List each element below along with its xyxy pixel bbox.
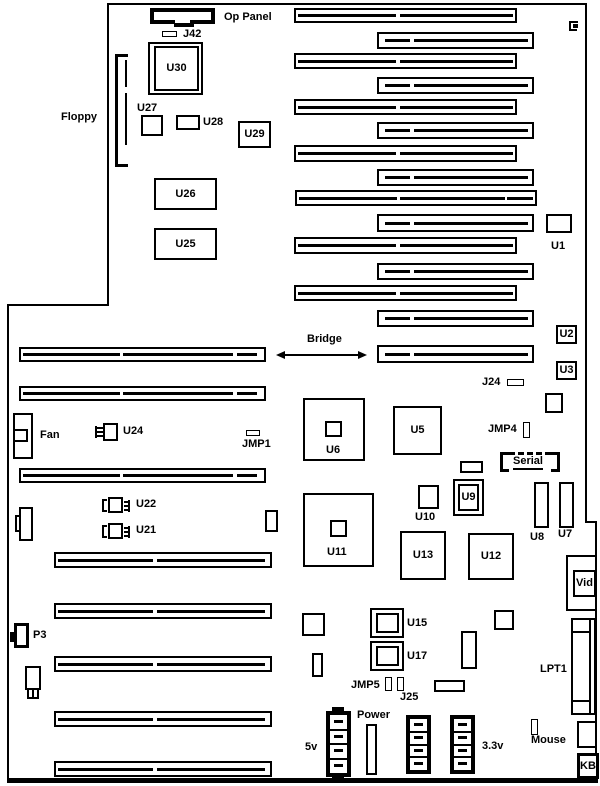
- u8-label: U8: [530, 531, 545, 543]
- u11-die: [330, 520, 347, 537]
- power-5v-pin-1: [334, 720, 343, 723]
- floppy-conn-bottom: [115, 164, 128, 167]
- right-long-slot-5-contact-1: [298, 244, 396, 247]
- right-short-slot-3-contact-2: [414, 129, 528, 132]
- p3-body: [14, 623, 29, 648]
- power-33v-1-pin-4: [414, 762, 423, 765]
- floppy-conn-left: [115, 54, 118, 167]
- serial-bracket-right-bottom: [551, 469, 560, 472]
- power-5v-separator-2: [330, 743, 347, 745]
- chip-mid-3: [461, 631, 477, 669]
- right-wide-slot-contact-1: [299, 197, 397, 200]
- u6-die: [325, 421, 342, 437]
- power-33v-2-separator-3: [454, 756, 471, 758]
- u21-pin-rail: [128, 526, 130, 538]
- u17-label: U17: [407, 650, 428, 662]
- right-long-slot-3-contact-1: [298, 106, 396, 109]
- u15-inner: [376, 613, 399, 633]
- u2-label: U2: [559, 328, 574, 340]
- u2: [556, 325, 577, 344]
- p3-label: P3: [33, 629, 47, 641]
- u29: [238, 121, 271, 148]
- bridge-arrow-shaft: [284, 354, 359, 356]
- power-33v-1-pin-1: [414, 723, 423, 726]
- mouse-label: Mouse: [531, 734, 566, 746]
- right-short-slot-3: [377, 122, 534, 139]
- bridge-label: Bridge: [307, 333, 342, 345]
- right-short-slot-4-contact-2: [414, 176, 528, 179]
- left-slot-6-contact-2: [157, 663, 265, 666]
- right-short-slot-1-contact-1: [385, 39, 410, 42]
- u5: [393, 406, 442, 455]
- u25-label: U25: [175, 237, 196, 250]
- board-right-edge-upper: [585, 3, 587, 523]
- left-slot-2-contact-1: [23, 392, 120, 395]
- right-wide-slot-contact-2: [400, 197, 505, 200]
- lpt1-divider-bottom: [573, 700, 591, 702]
- j24-conn: [507, 379, 524, 386]
- u13: [400, 531, 446, 580]
- right-short-slot-6-contact-1: [385, 270, 410, 273]
- left-slot-1-contact-2: [123, 353, 233, 356]
- power-5v-tab-bottom: [332, 776, 344, 781]
- right-long-slot-4-contact-1: [298, 152, 396, 155]
- u29-label: U29: [244, 128, 265, 140]
- left-slot-6-contact-1: [58, 663, 153, 666]
- right-short-slot-4-contact-1: [385, 176, 410, 179]
- right-long-slot-2: [294, 53, 517, 69]
- jmp5-label: JMP5: [351, 679, 380, 691]
- j24-label: J24: [482, 376, 501, 388]
- u8-chip: [534, 482, 549, 528]
- right-short-slot-2: [377, 77, 534, 94]
- u26-label: U26: [175, 187, 196, 200]
- left-slot-5-contact-1: [58, 610, 153, 613]
- right-long-slot-1-contact-2: [400, 14, 513, 17]
- right-short-slot-6-contact-2: [414, 270, 528, 273]
- right-short-slot-8: [377, 345, 534, 363]
- u24-chip: [103, 423, 118, 441]
- u21-chip: [108, 523, 123, 539]
- board-left-edge-lower: [7, 304, 9, 780]
- u15-label: U15: [407, 617, 428, 629]
- power-33v-2-separator-2: [454, 744, 471, 746]
- power-33v-2-pin-2: [458, 736, 467, 739]
- right-long-slot-4: [294, 145, 517, 162]
- u22-chip: [108, 497, 123, 513]
- right-short-slot-3-contact-1: [385, 129, 410, 132]
- left-slot-4-contact-1: [58, 559, 153, 562]
- u3-label: U3: [559, 364, 574, 376]
- transistor-body: [25, 666, 41, 690]
- left-slot-3-contact-1: [23, 474, 120, 477]
- corner-glyph-foot: [571, 29, 577, 31]
- left-slot-2: [19, 386, 266, 401]
- fan-tab: [13, 429, 28, 442]
- fan-label: Fan: [40, 429, 60, 441]
- u27-label: U27: [137, 102, 158, 114]
- board-bottom-edge: [7, 778, 598, 783]
- power-33v-1-separator-2: [410, 744, 427, 746]
- bridge-arrow-head-right: [358, 351, 367, 359]
- kb-port: [577, 753, 599, 779]
- right-long-slot-2-contact-2: [400, 60, 513, 63]
- left-slot-2-contact-2: [123, 392, 233, 395]
- j42-label: J42: [183, 28, 202, 40]
- u10-chip: [418, 485, 439, 509]
- floppy-conn-right-2: [125, 93, 127, 145]
- mouse-port: [577, 721, 597, 748]
- serial-port-label: Serial: [513, 456, 543, 470]
- power-33v-2-pin-1: [458, 723, 467, 726]
- left-slot-7-contact-1: [58, 718, 153, 721]
- transistor-base: [27, 697, 39, 699]
- chip-mid-4: [434, 680, 465, 692]
- u21-label: U21: [136, 524, 157, 536]
- right-short-slot-8-contact-2: [414, 353, 528, 356]
- u6-label: U6: [326, 444, 341, 456]
- left-slot-1-contact-3: [237, 353, 257, 356]
- u11-label: U11: [327, 546, 347, 558]
- jmp1-conn: [246, 430, 260, 436]
- u22-label: U22: [136, 498, 157, 510]
- u30-label: U30: [166, 62, 187, 74]
- u3: [556, 361, 577, 380]
- power-5v-separator-3: [330, 758, 347, 760]
- mouse-conn: [531, 719, 538, 735]
- serial-bracket-left-bottom: [500, 469, 509, 472]
- power-5v-pin-4: [334, 764, 343, 767]
- right-long-slot-1-contact-1: [298, 14, 396, 17]
- right-short-slot-7-contact-2: [414, 317, 528, 320]
- corner-glyph-dot: [573, 24, 578, 28]
- j42-conn: [162, 31, 177, 37]
- floppy-conn-right-1: [125, 60, 127, 87]
- lpt1-divider-top: [573, 631, 591, 633]
- right-short-slot-5-contact-1: [385, 222, 410, 225]
- floppy-conn-top: [115, 54, 128, 57]
- jmp1-label: JMP1: [242, 438, 271, 450]
- right-short-slot-1-contact-2: [414, 39, 528, 42]
- vid-label: Vid: [576, 577, 593, 589]
- u5-label: U5: [410, 424, 425, 436]
- right-short-slot-1: [377, 32, 534, 49]
- right-long-slot-3: [294, 99, 517, 115]
- chip-upper-right: [545, 393, 563, 413]
- power-5v-pin-2: [334, 735, 343, 738]
- serial-bracket-left-top: [500, 452, 509, 455]
- left-slot-2-contact-3: [237, 392, 257, 395]
- u1-label: U1: [551, 240, 566, 252]
- board-left-edge-upper: [107, 3, 109, 306]
- left-slot-3-contact-3: [237, 474, 257, 477]
- right-short-slot-7-contact-1: [385, 317, 410, 320]
- left-slot-3: [19, 468, 266, 483]
- power-conn: [366, 724, 377, 775]
- right-wide-slot: [295, 190, 537, 206]
- right-long-slot-6: [294, 285, 517, 301]
- chip-mid-1: [302, 613, 325, 636]
- u9: [458, 484, 479, 511]
- u17-inner: [376, 646, 399, 666]
- u25: [154, 228, 217, 260]
- right-short-slot-2-contact-1: [385, 84, 410, 87]
- u26: [154, 178, 217, 210]
- right-short-slot-5: [377, 214, 534, 232]
- left-slot-5-contact-2: [157, 610, 265, 613]
- right-short-slot-6: [377, 263, 534, 280]
- right-short-slot-4: [377, 169, 534, 186]
- left-slot-1: [19, 347, 266, 362]
- chip-mid-5: [494, 610, 514, 630]
- left-slot-5: [54, 603, 272, 619]
- bridge-arrow-head-left: [276, 351, 285, 359]
- left-slot-4: [54, 552, 272, 568]
- jmp4-label: JMP4: [488, 423, 517, 435]
- left-slot-4-contact-2: [157, 559, 265, 562]
- op-panel-top: [150, 8, 215, 12]
- right-short-slot-2-contact-2: [414, 84, 528, 87]
- lpt1-label: LPT1: [540, 663, 567, 675]
- power-33v-1-separator-1: [410, 731, 427, 733]
- j25-label: J25: [400, 691, 419, 703]
- left-slot-8-contact-1: [58, 768, 153, 771]
- op-panel-bottom-left: [150, 20, 175, 24]
- u27-chip: [141, 115, 163, 136]
- right-long-slot-6-contact-2: [400, 292, 513, 295]
- board-top-edge: [107, 3, 587, 5]
- u21-bracket-bottom: [102, 536, 107, 538]
- floppy-label: Floppy: [61, 111, 98, 123]
- vid: [573, 570, 596, 597]
- 33v-label: 3.3v: [482, 740, 504, 752]
- u10-label: U10: [415, 511, 436, 523]
- power-5v-tab-top: [332, 707, 344, 712]
- right-short-slot-5-contact-2: [414, 222, 528, 225]
- u13-label: U13: [412, 549, 434, 561]
- right-wide-slot-contact-3: [507, 197, 533, 200]
- chip-mid-2: [312, 653, 323, 677]
- power-label: Power: [357, 709, 391, 721]
- right-long-slot-6-contact-1: [298, 292, 396, 295]
- op-panel-label: Op Panel: [224, 11, 272, 23]
- jmp5-conn-1: [385, 677, 392, 691]
- left-slot-6: [54, 656, 272, 672]
- power-5v-separator-1: [330, 729, 347, 731]
- board-notch-edge: [7, 304, 109, 306]
- left-slot-3-contact-2: [123, 474, 233, 477]
- power-33v-1-pin-2: [414, 736, 423, 739]
- u22-pin-rail: [128, 500, 130, 512]
- kb-port-label: KB: [580, 759, 596, 772]
- left-slot-8-contact-2: [157, 768, 265, 771]
- right-long-slot-1: [294, 8, 517, 23]
- left-slot-1-contact-1: [23, 353, 120, 356]
- right-long-slot-5-contact-2: [400, 244, 513, 247]
- power-33v-2-pin-4: [458, 762, 467, 765]
- u12-label: U12: [480, 550, 502, 562]
- u24-label: U24: [123, 425, 144, 437]
- left-slot-8: [54, 761, 272, 777]
- power-5v-pin-3: [334, 749, 343, 752]
- u30: [154, 46, 199, 91]
- u12: [468, 533, 514, 580]
- u22-bracket-bottom: [102, 510, 107, 512]
- u7-chip: [559, 482, 574, 528]
- u1-chip: [546, 214, 572, 233]
- left-slot-7: [54, 711, 272, 727]
- right-long-slot-2-contact-1: [298, 60, 396, 63]
- op-panel-key-notch: [174, 23, 194, 27]
- power-33v-1-separator-3: [410, 756, 427, 758]
- right-short-slot-8-contact-1: [385, 353, 410, 356]
- power-33v-1-pin-3: [414, 749, 423, 752]
- u9-label: U9: [461, 491, 476, 503]
- right-long-slot-4-contact-2: [400, 152, 513, 155]
- right-long-slot-5: [294, 237, 517, 254]
- u28-chip: [176, 115, 200, 130]
- right-short-slot-7: [377, 310, 534, 327]
- jmp5-conn-2: [397, 677, 404, 691]
- right-long-slot-3-contact-2: [400, 106, 513, 109]
- jmp4-conn: [523, 422, 530, 438]
- 5v-label: 5v: [305, 741, 318, 753]
- u22-bracket-top: [102, 499, 107, 501]
- power-33v-2-separator-1: [454, 731, 471, 733]
- u21-bracket-top: [102, 525, 107, 527]
- u28-label: U28: [203, 116, 224, 128]
- left-slot-7-contact-2: [157, 718, 265, 721]
- chip-right-of-u21: [265, 510, 278, 532]
- u7-label: U7: [558, 528, 573, 540]
- conn-left-body: [19, 507, 33, 541]
- chip-below-u5: [460, 461, 483, 473]
- serial-bracket-right-top: [551, 452, 560, 455]
- power-33v-2-pin-3: [458, 749, 467, 752]
